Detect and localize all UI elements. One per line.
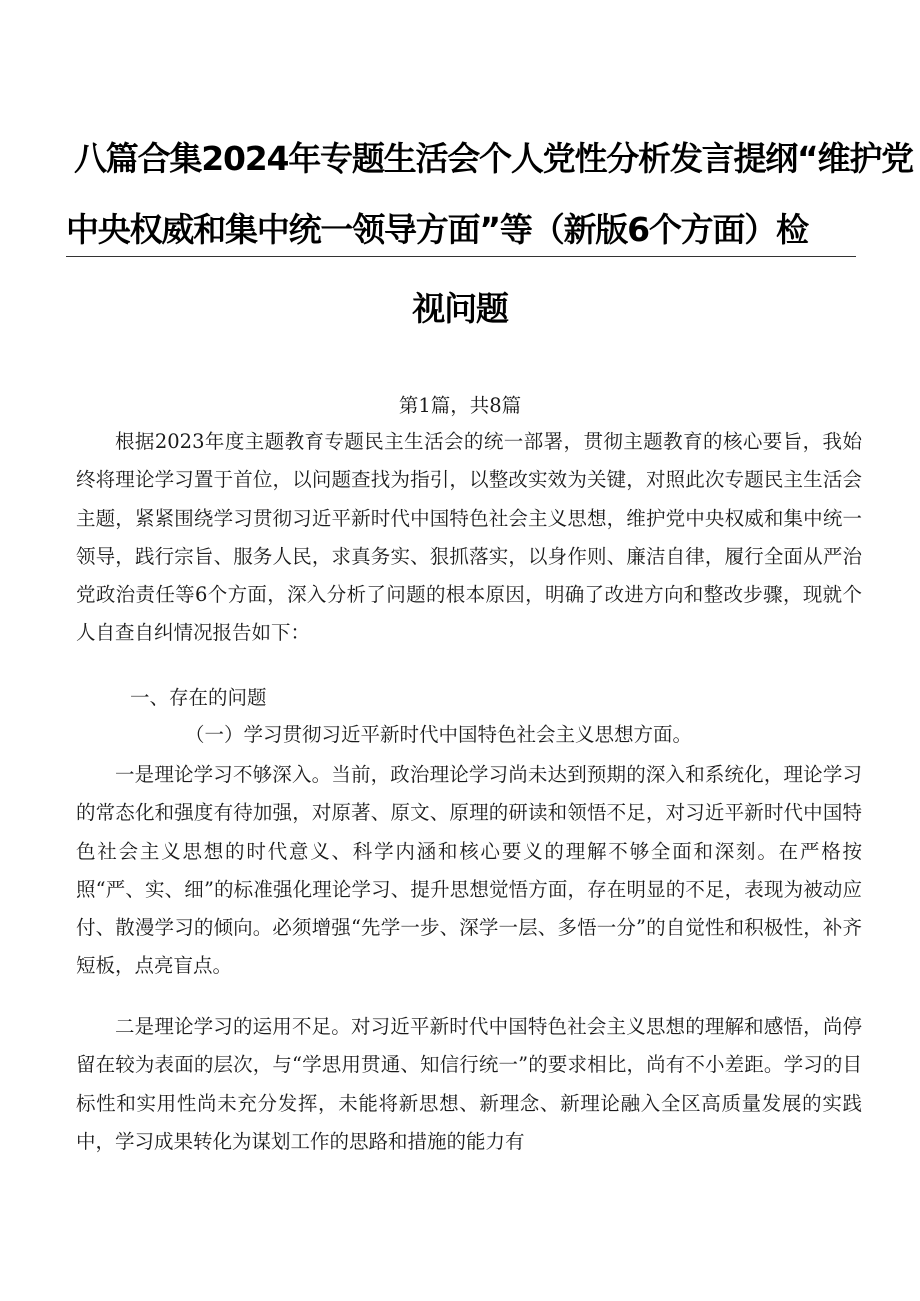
section-heading: 一、存在的问题 [130, 686, 267, 709]
document-title-line-3: 视问题 [412, 289, 508, 328]
subsection-heading: （一）学习贯彻习近平新时代中国特色社会主义思想方面。 [185, 723, 693, 746]
article-counter: 第1篇，共8篇 [398, 394, 522, 417]
point-two-paragraph: 二是理论学习的运用不足。对习近平新时代中国特色社会主义思想的理解和感悟，尚停留在较为表面的层次，与“学思用贯通、知信行统一”的要求相比，尚有不小差距。学习的目标性和实用性尚未充分发挥，未能将新思想、新理念、新理论融入全区高质量发展的实践中，学习成果转化为谋划工作的思路和措施的能力有 [76, 1015, 862, 1153]
document-title-line-2: 中央权威和集中统一领导方面”等（新版6个方面）检 [66, 210, 808, 249]
intro-paragraph: 根据2023年度主题教育专题民主生活会的统一部署，贯彻主题教育的核心要旨，我始终将理论学习置于首位，以问题查找为指引，以整改实效为关键，对照此次专题民主生活会主题，紧紧围绕学习贯彻习近平新时代中国特色社会主义思想，维护党中央权威和集中统一领导，践行宗旨、服务人民，求真务实、狠抓落实，以身作则、廉洁自律，履行全面从严治党政治责任等6个方面，深入分析了问题的根本原因，明确了改进方向和整改步骤，现就个人自查自纠情况报告如下： [76, 430, 862, 645]
title-divider [66, 256, 856, 257]
document-title-line-1: 八篇合集2024年专题生活会个人党性分析发言提纲“维护党 [74, 139, 913, 178]
point-one-paragraph: 一是理论学习不够深入。当前，政治理论学习尚未达到预期的深入和系统化，理论学习的常态化和强度有待加强，对原著、原文、原理的研读和领悟不足，对习近平新时代中国特色社会主义思想的时代意义、科学内涵和核心要义的理解不够全面和深刻。在严格按照“严、实、细”的标准强化理论学习、提升思想觉悟方面，存在明显的不足，表现为被动应付、散漫学习的倾向。必须增强“先学一步、深学一层、多悟一分”的自觉性和积极性，补齐短板，点亮盲点。 [76, 763, 862, 978]
